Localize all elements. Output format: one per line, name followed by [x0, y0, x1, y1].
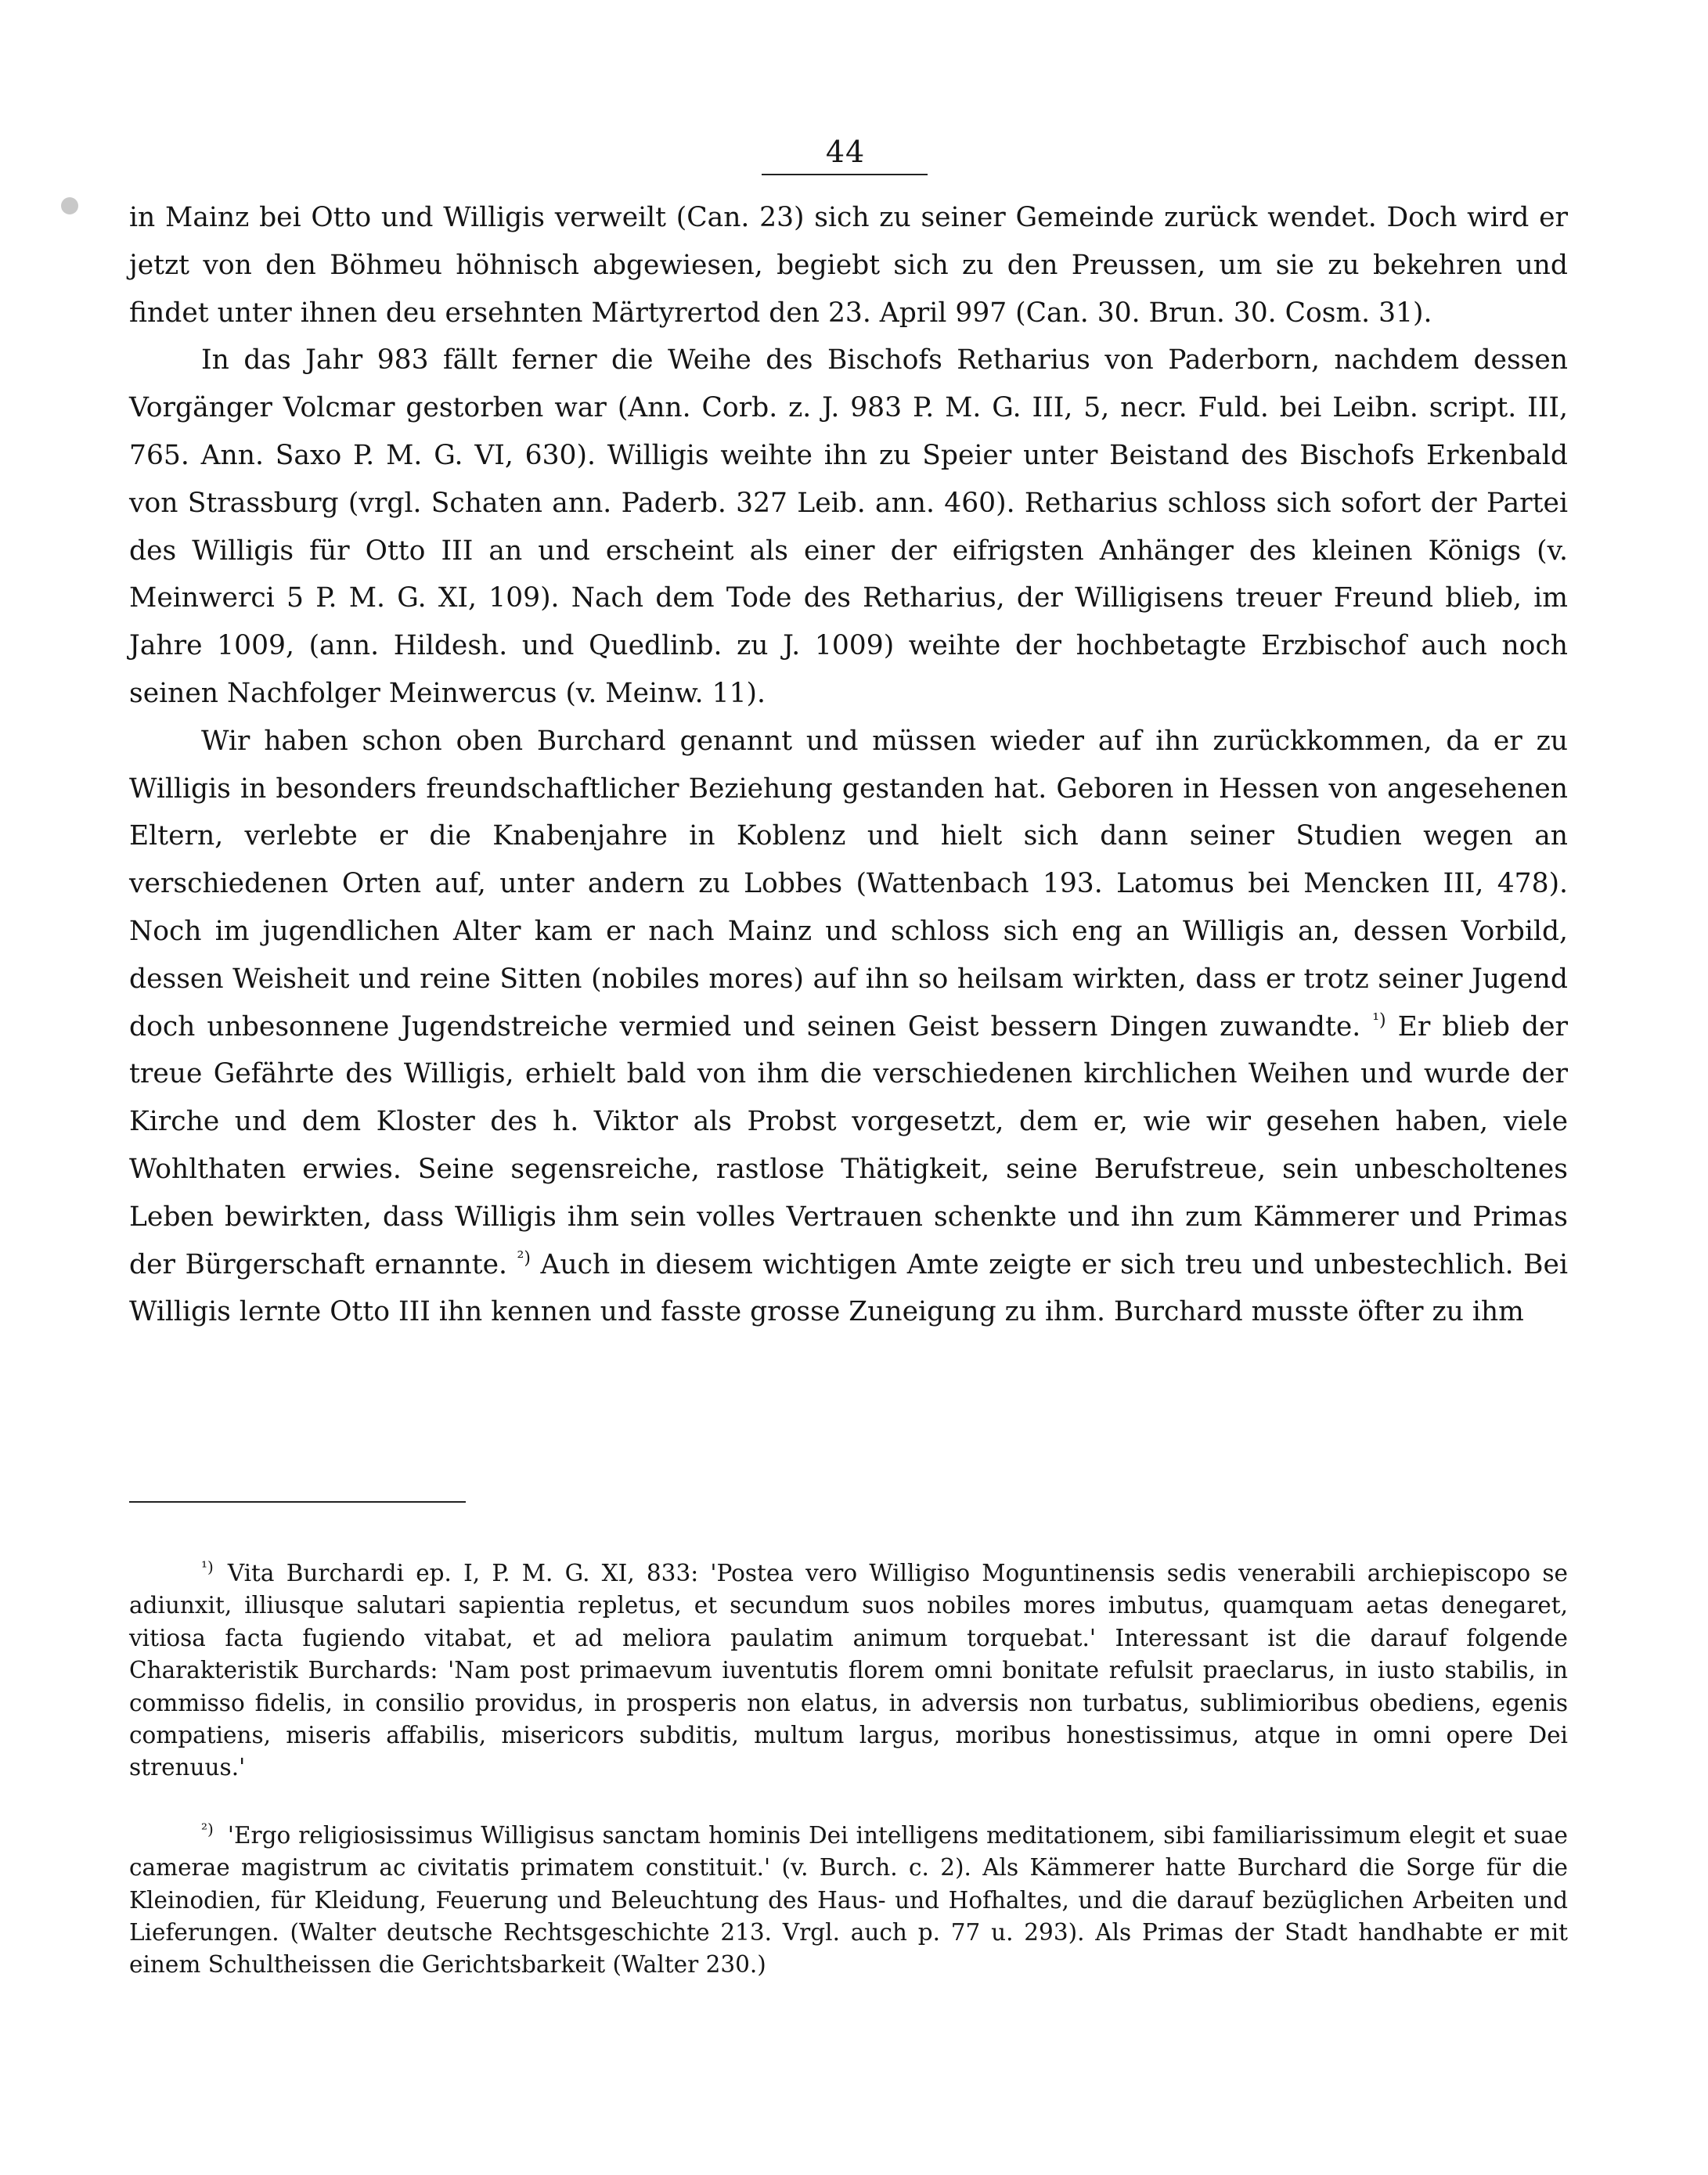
header-rule: [762, 174, 928, 175]
paragraph-text: Er blieb der treue Gefährte des Willigis, erhielt bald von ihm die verschiedenen kirchlichen Weihen und wurde der Kirche und dem Kloster des h. Viktor als Probst vorgesetzt, dem er, wie wir gesehen haben, viele Wohlthaten erwies. Seine segensreiche, rastlose Thätigkeit, seine Berufstreue, sein unbescholtenes Leben bewirkten, dass Willigis ihm sein volles Vertrauen schenkte und ihn zum Kämmerer und Primas der Bürgerschaft ernannte.: [129, 1010, 1569, 1280]
footnote-text: 'Ergo religiosissimus Willigisus sanctam hominis Dei intelligens meditationem, sibi familiarissimum elegit et suae camerae magistrum ac civitatis primatem constituit.' (v. Burch. c. 2). Als Kämmerer hatte Burchard die Sorge für die Kleinodien, für Kleidung, Feuerung und Beleuchtung des Haus- und Hofhaltes, und die darauf bezüglichen Arbeiten und Lieferungen. (Walter deutsche Rechtsgeschichte 213. Vrgl. auch p. 77 u. 293). Als Primas der Stadt handhabte er mit einem Schultheissen die Gerichtsbarkeit (Walter 230.): [129, 1821, 1568, 1979]
paragraph-text: in Mainz bei Otto und Willigis verweilt (Can. 23) sich zu seiner Gemeinde zurück wendet. Doch wird er jetzt von den Böhmeu höhnisch abgewiesen, begiebt sich zu den Preussen, um sie zu bekehren und findet unter ihnen deu ersehnten Märtyrertod den 23. April 997 (Can. 30. Brun. 30. Cosm. 31).: [129, 202, 1568, 329]
paragraph-text: Auch in diesem wichtigen Amte zeigte er sich treu und unbestechlich. Bei Willigis lernte Otto III ihn kennen und fasste grosse Zuneigung zu ihm. Burchard musste öfter zu ihm: [129, 1248, 1568, 1328]
footnotes: [129, 1557, 1568, 1982]
footnote-mark: ²): [201, 1820, 214, 1839]
footnote-2: [129, 1820, 1568, 1982]
paragraph-burchard: [129, 718, 1568, 1336]
main-text: [129, 194, 1568, 1336]
footnote-1: [129, 1557, 1568, 1784]
footnote-ref-1[interactable]: ¹): [1372, 1010, 1386, 1031]
paragraph-continuation: [129, 194, 1568, 337]
page-number: 44: [825, 135, 866, 169]
footnote-text: Vita Burchardi ep. I, P. M. G. XI, 833: 'Postea vero Willigiso Moguntinensis sedis venerabili archiepiscopo se adiunxit, illiusque salutari sapientia repletus, et secundum suos nobiles mores imbutus, quamquam aetas denegaret, vitiosa facta fugiendo vitabat, et ad meliora paulatim animum torquebat.' Interessant ist die darauf folgende Charakteristik Burchards: 'Nam post primaevum iuventutis florem omni bonitate refulsit praeclarus, in iusto stabilis, in commisso fidelis, in consilio providus, in prosperis non elatus, in adversis non turbatus, sublimioribus obediens, egenis compatiens, miseris affabilis, misericors subditis, multum largus, moribus honestissimus, atque in omni opere Dei strenuus.': [129, 1560, 1568, 1781]
footnote-rule: [129, 1501, 466, 1503]
footnote-ref-2[interactable]: ²): [517, 1248, 531, 1269]
scan-speck: [61, 197, 78, 214]
footnote-mark: ¹): [201, 1557, 214, 1577]
paragraph-retharius: [129, 337, 1568, 717]
paragraph-text: Wir haben schon oben Burchard genannt und müssen wieder auf ihn zurückkommen, da er zu Willigis in besonders freundschaftlicher Beziehung gestanden hat. Geboren in Hessen von angesehenen Eltern, verlebte er die Knabenjahre in Koblenz und hielt sich dann seiner Studien wegen an verschiedenen Orten auf, unter andern zu Lobbes (Wattenbach 193. Latomus bei Mencken III, 478). Noch im jugendlichen Alter kam er nach Mainz und schloss sich eng an Willigis an, dessen Vorbild, dessen Weisheit und reine Sitten (nobiles mores) auf ihn so heilsam wirkten, dass er trotz seiner Jugend doch unbesonnene Jugendstreiche vermied und seinen Geist bessern Dingen zuwandte.: [129, 725, 1568, 1042]
paragraph-text: In das Jahr 983 fällt ferner die Weihe des Bischofs Retharius von Paderborn, nachdem dessen Vorgänger Volcmar gestorben war (Ann. Corb. z. J. 983 P. M. G. III, 5, necr. Fuld. bei Leibn. script. III, 765. Ann. Saxo P. M. G. VI, 630). Willigis weihte ihn zu Speier unter Beistand des Bischofs Erkenbald von Strassburg (vrgl. Schaten ann. Paderb. 327 Leib. ann. 460). Retharius schloss sich sofort der Partei des Willigis für Otto III an und erscheint als einer der eifrigsten Anhänger des kleinen Königs (v. Meinwerci 5 P. M. G. XI, 109). Nach dem Tode des Retharius, der Willigisens treuer Freund blieb, im Jahre 1009, (ann. Hildesh. und Quedlinb. zu J. 1009) weihte der hochbetagte Erzbischof auch noch seinen Nachfolger Meinwercus (v. Meinw. 11).: [129, 344, 1568, 709]
